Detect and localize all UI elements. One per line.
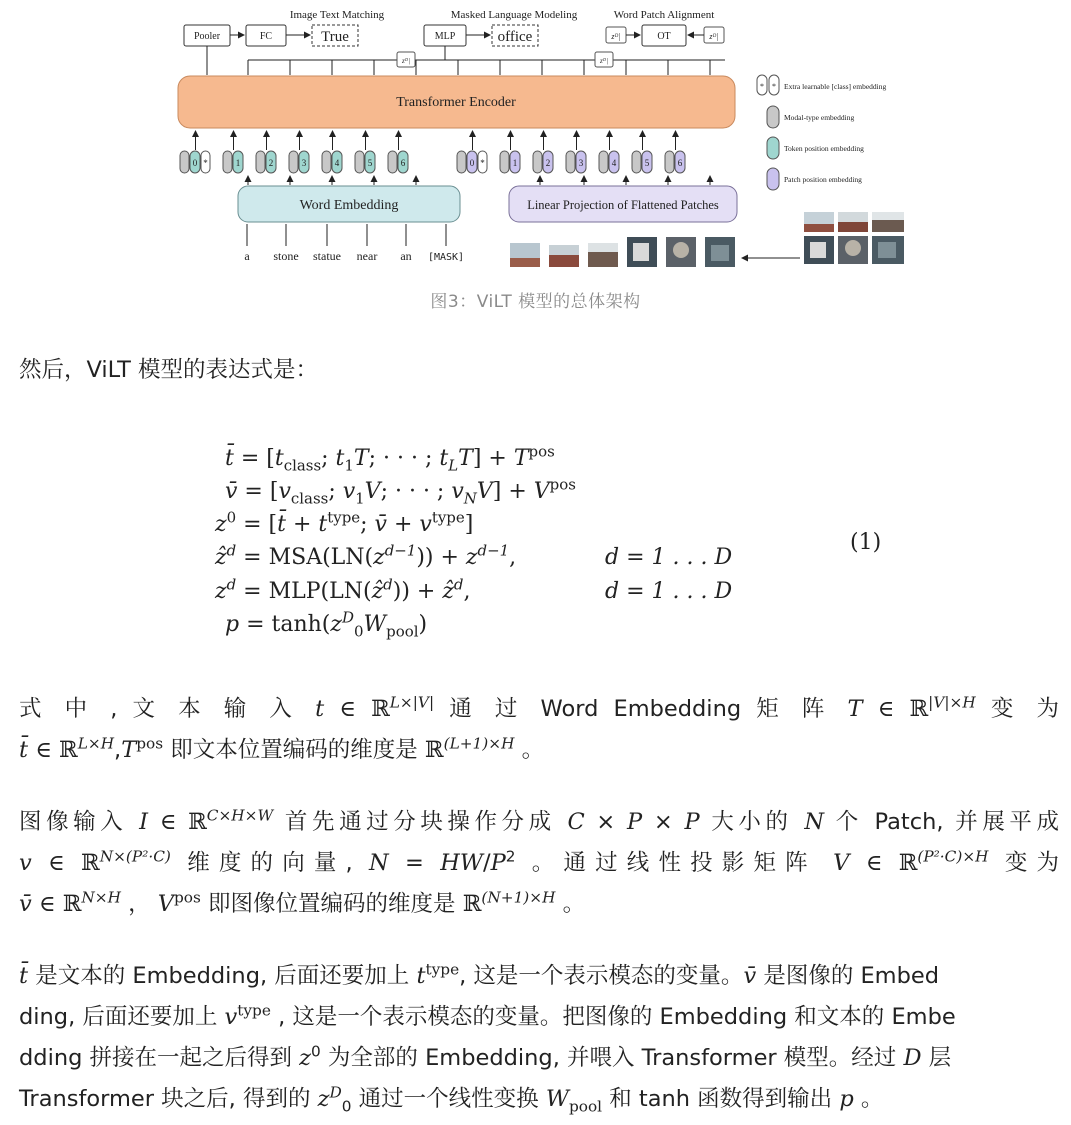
vilt-architecture-figure — [0, 0, 1071, 280]
svg-text:2: 2 — [545, 158, 551, 168]
svg-text:Patch position embedding: Patch position embedding — [784, 175, 862, 184]
figure-caption: 图3：ViLT 模型的总体架构 — [430, 292, 641, 312]
svg-text:0: 0 — [469, 158, 475, 168]
equation-number: (1) — [850, 530, 882, 555]
svg-text:Modal-type embedding: Modal-type embedding — [784, 113, 855, 122]
legend-item-1 — [767, 106, 854, 128]
fc-label: FC — [259, 31, 273, 42]
svg-text:statue: statue — [313, 249, 341, 263]
input-word-4 — [400, 224, 411, 263]
legend-item-3 — [767, 168, 862, 190]
pooler-label: Pooler — [193, 31, 221, 42]
svg-text:5: 5 — [644, 158, 650, 168]
intro-text: 然后，ViLT 模型的表达式是： — [19, 357, 318, 383]
ot-label: OT — [657, 31, 671, 42]
svg-text:Token position embedding: Token position embedding — [784, 144, 864, 153]
svg-text:zᴰ|: zᴰ| — [709, 32, 719, 41]
linear-projection-label: Linear Projection of Flattened Patches — [527, 198, 719, 212]
svg-text:*: * — [203, 158, 208, 168]
paragraph-3: t̄ 是文本的 Embedding, 后面还要加上 $t^{type}$, 这是一个表示模态的变量。v̄ 是图像的 Embed ding, 后面还要加上 $v^{type}$ , 这是一个表示模态的变量。把图像的 Embedding 和文本的 Embe dding 拼接在一起之后得到 $z^0$ 为全部的 Embedding, 并喂入 Transformer 模型。经过 D 层 Transformer 块之后, 得到的 $z^D_0$ 通过一个线性变换 $W_{pool}$ 和 tanh 函数得到输出 p 。 — [19, 960, 956, 1116]
svg-text:4: 4 — [611, 158, 617, 168]
svg-text:0: 0 — [192, 158, 198, 168]
svg-text:zᴰ|: zᴰ| — [611, 32, 621, 41]
embedding-token-row — [180, 131, 710, 185]
legend-item-0 — [757, 75, 886, 95]
true-label: True — [321, 29, 349, 45]
svg-text:2: 2 — [268, 158, 274, 168]
svg-text:6: 6 — [400, 158, 406, 168]
image-token-6 — [665, 131, 685, 173]
wpa-label: Word Patch Alignment — [613, 9, 715, 21]
svg-text:*: * — [480, 158, 485, 168]
mlp-label: MLP — [434, 31, 456, 42]
svg-text:*: * — [760, 82, 764, 91]
text-token-2 — [256, 131, 276, 173]
office-label: office — [497, 29, 533, 45]
input-word-1 — [273, 224, 298, 263]
text-token-0 — [180, 131, 210, 173]
svg-text:4: 4 — [334, 158, 340, 168]
input-word-5 — [428, 224, 464, 263]
input-word-3 — [357, 224, 378, 263]
svg-text:a: a — [244, 249, 250, 263]
text-token-6 — [388, 131, 408, 173]
input-word-2 — [313, 224, 341, 263]
svg-text:3: 3 — [578, 158, 584, 168]
svg-text:5: 5 — [367, 158, 373, 168]
svg-text:Extra learnable [class] embedd: Extra learnable [class] embedding — [784, 82, 887, 91]
svg-text:near: near — [356, 249, 378, 263]
equation-condition-2: d = 1 . . . D — [605, 579, 733, 604]
image-token-2 — [533, 131, 553, 173]
mlm-label: Masked Language Modeling — [450, 9, 578, 21]
word-embedding-label: Word Embedding — [299, 198, 399, 213]
transformer-encoder-label: Transformer Encoder — [396, 95, 516, 110]
svg-text:zᴰ|: zᴰ| — [599, 57, 609, 65]
equation-condition-1: d = 1 . . . D — [605, 545, 733, 570]
svg-text:1: 1 — [235, 158, 241, 168]
svg-text:6: 6 — [677, 158, 683, 168]
image-token-3 — [566, 131, 586, 173]
svg-text:3: 3 — [301, 158, 307, 168]
text-token-5 — [355, 131, 375, 173]
legend-item-2 — [767, 137, 864, 159]
text-token-3 — [289, 131, 309, 173]
equation-1: t̄ = [$t_{class}$; $t_1T$; · · · ; $t_LT] + T^{pos}$ v̄ = [$v_{class}$; $v_1V$; · · · ; $v_NV] + V^{pos}$ $z^0$ = [t̄ + $t^{type}$; v̄ + $v^{type}$] ẑ$^d$ = $MSA(LN(z^{d-1})) + z^{d-1}$, $z^d$ = MLP(LN(ẑ$^d$)) + ẑ$^d$, $p = \tanh(z^D_0W_{pool})$ d = 1 . . . D d = 1 . . . D (1) — [215, 442, 882, 641]
paragraph-2: 图像输入 I ∈ ℝ$^{C\times H\times W}$ 首先通过分块操作分成 C × P × P 大小的 N 个 Patch, 并展平成 v ∈ ℝ$^{N\times(P^2\cdot C)}$ 维度的向量, $N = HW/P^2$ 。通过线性投影矩阵 V ∈ ℝ$^{(P^2\cdot C)\times H}$ 变为 v̄ ∈ ℝ$^{N\times H}$ ， $V^{pos}$ 即图像位置编码的维度是 ℝ$^{(N+1)\times H}$ 。 — [19, 806, 1059, 917]
image-token-4 — [599, 131, 619, 173]
svg-text:an: an — [400, 249, 412, 263]
image-token-5 — [632, 131, 652, 173]
image-token-0 — [457, 131, 487, 173]
image-token-1 — [500, 131, 520, 173]
paragraph-1: 式 中 , 文 本 输 入 t ∈ ℝ$^{L\times|V|}$ 通 过 Word Embedding 矩 阵 T ∈ ℝ$^{|V|\times H}$ 变 为 t̄ ∈ $ℝ^{L\times H},T^{pos}$ 即文本位置编码的维度是 ℝ$^{(L+1)\times H}$ 。 — [19, 693, 1059, 763]
itm-label: Image Text Matching — [289, 9, 385, 21]
input-word-0 — [244, 224, 250, 263]
svg-text:*: * — [772, 82, 776, 91]
svg-text:stone: stone — [273, 249, 299, 263]
text-token-4 — [322, 131, 342, 173]
svg-text:zᴰ|: zᴰ| — [401, 57, 411, 65]
svg-text:[MASK]: [MASK] — [427, 252, 465, 263]
svg-text:1: 1 — [512, 158, 518, 168]
text-token-1 — [223, 131, 243, 173]
